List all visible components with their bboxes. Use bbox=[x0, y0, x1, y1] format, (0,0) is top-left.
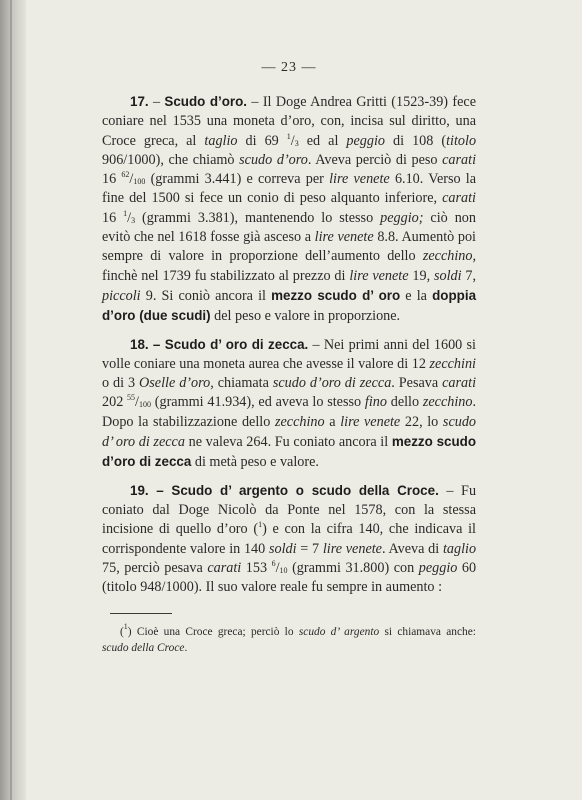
text-run: – Nei primi anni del 1600 si volle coniare una moneta aurea che avesse il valore di 12 bbox=[102, 336, 477, 372]
text-run: 7, bbox=[465, 267, 477, 284]
term-italic: scudo d’oro bbox=[239, 151, 308, 168]
text-run: di 108 ( bbox=[393, 132, 447, 149]
text-run: 8.8. Aumentò poi sempre di valore in proporzione dell’aumento dello bbox=[102, 229, 477, 265]
text-run: ) e con la cifra 140, che indicava il corrispondente valore in 140 bbox=[102, 521, 476, 557]
term-italic: lire venete bbox=[322, 540, 382, 557]
section-18-number: 18. bbox=[130, 336, 149, 352]
term-bold: doppia d’oro (due scudi) bbox=[102, 287, 477, 324]
fraction-denominator: 3 bbox=[294, 138, 299, 148]
fraction-denominator: 100 bbox=[139, 400, 151, 410]
text-run: (grammi 3.441) e correva per bbox=[150, 171, 324, 188]
text-run: 202 bbox=[102, 394, 124, 411]
text-run: 6.10. Verso la fine del 1500 si fece un conio di peso alquanto inferiore, bbox=[102, 171, 477, 207]
fraction-denominator: 3 bbox=[131, 215, 136, 225]
text-run: 906/1000), che chiamò bbox=[102, 151, 235, 168]
term-italic: lire venete bbox=[349, 267, 409, 284]
text-run: . Pesava bbox=[391, 375, 439, 392]
spine-fold-line bbox=[10, 0, 12, 800]
term-italic: carati bbox=[442, 151, 477, 168]
book-page bbox=[102, 60, 476, 656]
term-italic: lire venete bbox=[340, 413, 401, 430]
footnote: ($^1$) Cioè una Croce greca; perciò lo scudo d’ argento si chiamava anche: scudo della Croce. bbox=[102, 622, 476, 655]
text-run: Cioè una Croce greca; perciò lo bbox=[136, 626, 294, 639]
term-italic: zecchino bbox=[422, 394, 473, 411]
text-run: si chiamava anche: bbox=[384, 626, 476, 639]
text-run: (grammi 3.381), mantenendo lo stesso bbox=[142, 209, 374, 226]
term-italic: zecchini bbox=[429, 355, 476, 372]
text-run: 19, bbox=[412, 267, 431, 284]
fraction-numerator: 6 bbox=[271, 558, 276, 568]
section-17-title: Scudo d’oro. bbox=[164, 94, 248, 109]
text-run: di metà peso e valore. bbox=[194, 454, 319, 471]
text-run: a bbox=[329, 413, 336, 430]
section-19-title: – Scudo d’ argento o scudo della Croce. bbox=[156, 482, 439, 498]
text-run: finchè nel 1739 fu stabilizzato al prezzo di bbox=[102, 267, 346, 284]
term-italic: peggio; bbox=[380, 209, 424, 226]
term-italic: carati bbox=[442, 190, 476, 207]
fraction-numerator: 62 bbox=[121, 170, 130, 180]
fraction-denominator: 10 bbox=[279, 565, 288, 575]
text-run: dello bbox=[390, 394, 420, 411]
term-italic: peggio bbox=[346, 132, 386, 149]
term-italic: scudo della Croce bbox=[102, 642, 185, 655]
section-18: 18. – Scudo d’ oro di zecca. – Nei primi anni del 1600 si volle coniare una moneta aurea che avesse il valore di 12 zecchini o di 3 Oselle d’oro, chiamata scudo d’oro di zecca. Pesava carati 202 $^{55}/_{100}$ (grammi 41.934), ed aveva lo stesso fino dello zecchino. Dopo la stabilizzazione dello zecchino a lire venete 22, lo scudo d’ oro di zecca ne valeva 264. Fu coniato ancora il mezzo scudo d’oro di zecca di metà peso e valore. bbox=[102, 336, 477, 471]
text-run: di 69 bbox=[245, 132, 279, 149]
text-run: 153 bbox=[245, 559, 268, 576]
text-run: . Aveva di bbox=[381, 540, 440, 557]
text-run: 60 (titolo 948/1000). Il suo valore reale fu sempre in aumento : bbox=[102, 559, 477, 596]
book-spine-shadow bbox=[0, 0, 26, 800]
text-run: (grammi 41.934), ed aveva lo stesso bbox=[154, 394, 362, 411]
text-run: 16 bbox=[102, 209, 117, 226]
section-18-title: – Scudo d’ oro di zecca. bbox=[152, 336, 309, 352]
text-run: (grammi 31.800) con bbox=[292, 559, 415, 576]
page-number: — 23 — bbox=[261, 60, 317, 75]
term-italic: scudo d’ oro di zecca bbox=[102, 413, 477, 451]
fraction-numerator: 1 bbox=[286, 131, 291, 141]
text-run: 9. Si coniò ancora il bbox=[145, 287, 266, 304]
section-17: 17. – Scudo d’oro. – Il Doge Andrea Gritti (1523-39) fece coniare nel 1535 una moneta d’oro, con, incisa sul diritto, una Croce greca, al taglio di 69 $^1/_3$ ed al peggio di 108 (titolo 906/1000), che chiamò scudo d’oro. Aveva perciò di peso carati 16 $^{62}/_{100}$ (grammi 3.441) e correva per lire venete 6.10. Verso la fine del 1500 si fece un conio di peso alquanto inferiore, carati 16 $^1/_3$ (grammi 3.381), mantenendo lo stesso peggio; ciò non evitò che nel 1618 fosse già asceso a lire venete 8.8. Aumentò poi sempre di valore in proporzione dell’aumento dello zecchino, finchè nel 1739 fu stabilizzato al prezzo di lire venete 19, soldi 7, piccoli 9. Si coniò ancora il mezzo scudo d’ oro e la doppia d’oro (due scudi) del peso e valore in proporzione. bbox=[102, 94, 477, 325]
term-bold: mezzo scudo d’oro di zecca bbox=[102, 434, 477, 470]
term-italic: Oselle d’oro bbox=[139, 375, 211, 392]
text-run: . Aveva perciò di peso bbox=[307, 151, 438, 168]
term-italic: lire venete bbox=[329, 171, 390, 188]
section-19-number: 19. bbox=[130, 482, 149, 498]
term-italic: zecchino, bbox=[422, 248, 477, 265]
text-run: 75, perciò pesava bbox=[102, 559, 203, 576]
text-run: o di 3 bbox=[102, 375, 136, 392]
term-italic: lire venete bbox=[314, 229, 374, 246]
footnote-separator bbox=[110, 613, 172, 614]
term-italic: scudo d’oro di zecca bbox=[272, 375, 392, 392]
term-italic: zecchino bbox=[274, 413, 325, 430]
text-run: 16 bbox=[102, 171, 117, 188]
text-run: ciò non evitò che nel 1618 fosse già asceso a bbox=[102, 209, 476, 246]
text-run: – Fu coniato dal Doge Nicolò da Ponte nel 1578, con la stessa incisione di quello d’oro ( bbox=[102, 482, 477, 538]
text-run: – Il Doge Andrea Gritti (1523-39) fece coniare nel 1535 una moneta d’oro, con, incisa sul diritto, una Croce greca, al bbox=[102, 94, 476, 149]
term-italic: piccoli bbox=[102, 287, 141, 304]
section-17-number: 17. bbox=[130, 94, 149, 109]
term-italic: fino bbox=[364, 394, 387, 411]
term-italic: titolo bbox=[446, 132, 477, 149]
text-run: = 7 bbox=[300, 540, 320, 557]
term-bold: mezzo scudo d’ oro bbox=[271, 287, 401, 303]
section-17-dash: – bbox=[152, 94, 161, 110]
text-run: . bbox=[184, 642, 188, 655]
term-italic: soldi bbox=[433, 267, 462, 284]
term-italic: taglio bbox=[204, 132, 238, 149]
term-italic: scudo d’ argento bbox=[298, 626, 380, 639]
text-run: del peso e valore in proporzione. bbox=[214, 308, 401, 325]
term-italic: taglio bbox=[442, 540, 477, 557]
footnote-reference: 1 bbox=[258, 520, 263, 530]
footnote-number: 1 bbox=[123, 622, 128, 632]
term-italic: carati bbox=[442, 375, 477, 392]
text-run: ed al bbox=[306, 132, 339, 149]
text-run: , chiamata bbox=[210, 375, 269, 392]
term-italic: soldi bbox=[268, 540, 297, 557]
fraction-numerator: 55 bbox=[127, 393, 136, 403]
text-run: e la bbox=[405, 287, 427, 304]
fraction-denominator: 100 bbox=[133, 177, 146, 187]
text-run: 22, lo bbox=[404, 413, 439, 430]
section-19: 19. – Scudo d’ argento o scudo della Croce. – Fu coniato dal Doge Nicolò da Ponte nel 1578, con la stessa incisione di quello d’oro ($^1$) e con la cifra 140, che indicava il corrispondente valore in 140 soldi = 7 lire venete. Aveva di taglio 75, perciò pesava carati 153 $^6/_{10}$ (grammi 31.800) con peggio 60 (titolo 948/1000). Il suo valore reale fu sempre in aumento : bbox=[102, 482, 477, 596]
term-italic: peggio bbox=[418, 559, 458, 576]
fraction-numerator: 1 bbox=[123, 208, 128, 218]
text-run: ne valeva 264. Fu coniato ancora il bbox=[188, 434, 389, 451]
text-run: . Dopo la stabilizzazione dello bbox=[102, 394, 477, 430]
term-italic: carati bbox=[207, 559, 242, 576]
